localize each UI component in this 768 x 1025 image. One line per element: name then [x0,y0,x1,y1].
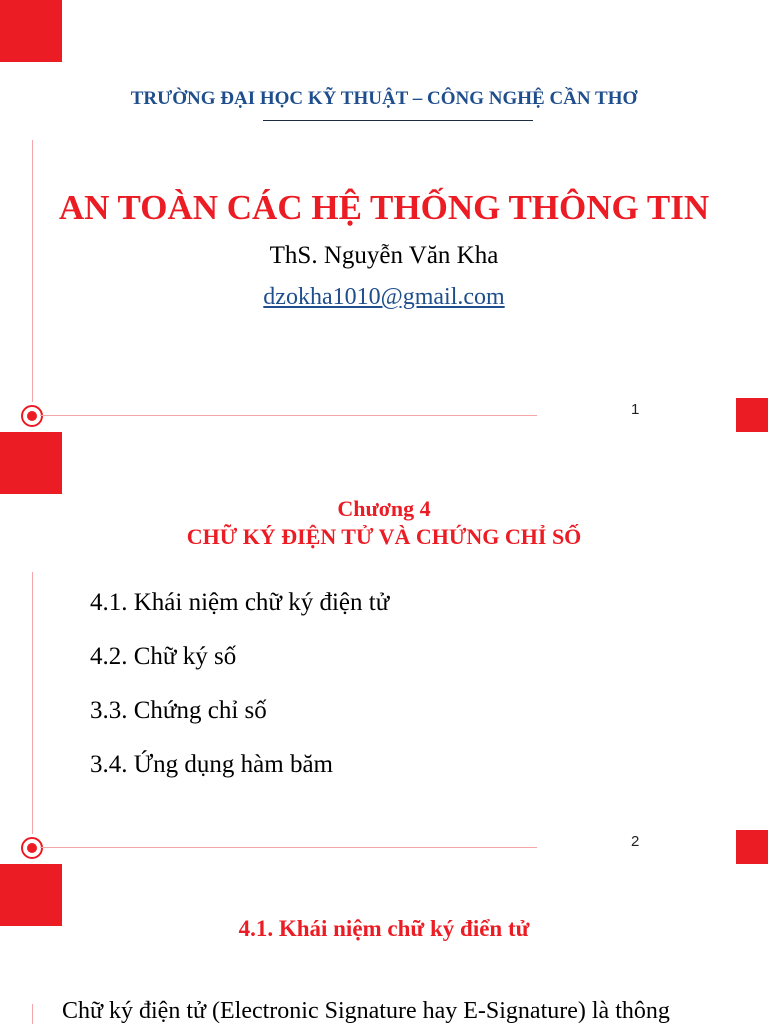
slide-3 [0,864,768,1024]
toc-item[interactable]: 3.4. Ứng dụng hàm băm [90,751,333,778]
page-number: 1 [631,401,640,418]
table-of-contents [90,586,389,802]
email-link[interactable]: dzokha1010@gmail.com [263,284,505,310]
slide-bullet-circle-icon [21,405,43,427]
slide-bottom-rule [40,415,537,416]
chapter-number: Chương 4 [337,496,431,521]
school-underline [263,120,533,121]
corner-red-square [0,0,62,62]
toc-item[interactable]: 4.1. Khái niệm chữ ký điện tử [90,589,390,616]
slide-left-rule [32,572,33,834]
author-name: ThS. Nguyễn Văn Kha [269,242,499,269]
slide-1 [0,0,768,432]
slide-bottom-rule [40,847,537,848]
page-number: 2 [631,833,640,850]
toc-item[interactable]: 3.3. Chứng chỉ số [90,697,267,724]
section-title: 4.1. Khái niệm chữ ký điển tử [238,916,530,941]
right-red-square [736,398,768,432]
slide-left-rule [32,1004,33,1024]
school-name: TRƯỜNG ĐẠI HỌC KỸ THUẬT – CÔNG NGHỆ CẦN THƠ [130,88,638,109]
slide-left-rule [32,140,33,402]
corner-red-square [0,432,62,494]
email-row [0,284,768,311]
chapter-title: CHỮ KÝ ĐIỆN TỬ VÀ CHỨNG CHỈ SỐ [186,524,582,549]
body-text: Chữ ký điện tử (Electronic Signature hay E-Signature) là thông [62,998,670,1024]
right-red-square [736,830,768,864]
slide-2 [0,432,768,864]
slide-bullet-circle-icon [21,837,43,859]
course-title: AN TOÀN CÁC HỆ THỐNG THÔNG TIN [58,188,710,227]
toc-item[interactable]: 4.2. Chữ ký số [90,643,237,670]
